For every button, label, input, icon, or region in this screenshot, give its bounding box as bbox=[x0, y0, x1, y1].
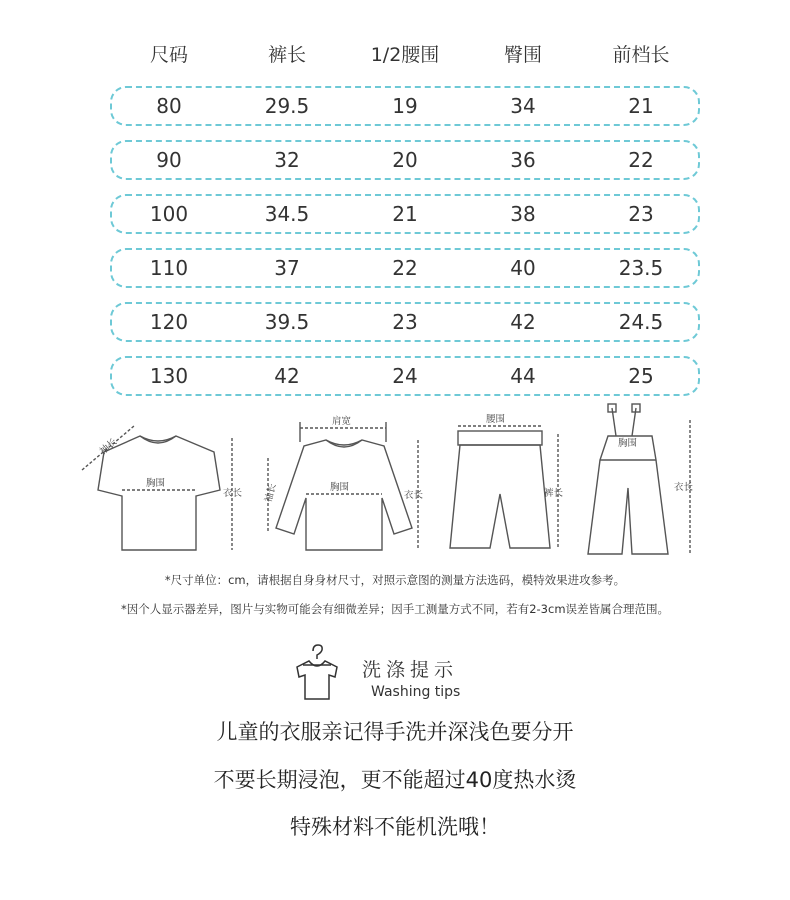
table-row bbox=[110, 302, 700, 342]
cell-size: 80 bbox=[156, 94, 182, 118]
header-front-rise: 前档长 bbox=[612, 44, 670, 66]
cell-size: 90 bbox=[156, 148, 182, 172]
cell-half-waist: 21 bbox=[392, 202, 418, 226]
longsleeve-shoulder-label: 肩宽 bbox=[332, 416, 352, 427]
cell-size: 130 bbox=[149, 364, 189, 388]
cell-hip: 36 bbox=[510, 148, 536, 172]
cell-pants-length: 37 bbox=[274, 256, 300, 280]
cell-pants-length: 32 bbox=[274, 148, 300, 172]
longsleeve-length-label: 衣长 bbox=[404, 490, 424, 501]
header-size: 尺码 bbox=[149, 44, 188, 66]
header-half-waist: 1/2腰围 bbox=[370, 44, 440, 66]
shorts-diagram bbox=[450, 426, 558, 548]
cell-hip: 38 bbox=[510, 202, 536, 226]
cell-size: 100 bbox=[149, 202, 189, 226]
cell-front-rise: 21 bbox=[628, 94, 654, 118]
table-row bbox=[110, 248, 700, 288]
longsleeve-sleeve-label: 袖长 bbox=[263, 482, 279, 504]
table-row bbox=[110, 194, 700, 234]
header-pants-length: 裤长 bbox=[267, 44, 306, 66]
cell-pants-length: 39.5 bbox=[264, 310, 310, 334]
care-line-2: 不要长期浸泡，更不能超过40度热水烫 bbox=[213, 768, 577, 792]
cell-pants-length: 34.5 bbox=[264, 202, 310, 226]
cell-size: 120 bbox=[149, 310, 189, 334]
cell-half-waist: 22 bbox=[392, 256, 418, 280]
tshirt-length-label: 衣长 bbox=[223, 488, 243, 499]
cell-pants-length: 29.5 bbox=[264, 94, 310, 118]
cell-size: 110 bbox=[149, 256, 189, 280]
washing-subtitle: Washing tips bbox=[371, 684, 461, 700]
tshirt-sleeve-label: 袖长 bbox=[97, 436, 120, 458]
cell-hip: 40 bbox=[510, 256, 536, 280]
size-table-header bbox=[110, 38, 700, 72]
measurement-diagrams bbox=[0, 398, 790, 568]
cell-half-waist: 23 bbox=[392, 310, 418, 334]
longsleeve-chest-label: 胸围 bbox=[330, 482, 350, 493]
cell-half-waist: 24 bbox=[392, 364, 418, 388]
cell-hip: 44 bbox=[510, 364, 536, 388]
tshirt-chest-label: 胸围 bbox=[146, 478, 166, 489]
cell-pants-length: 42 bbox=[274, 364, 300, 388]
cell-front-rise: 24.5 bbox=[618, 310, 664, 334]
overalls-length-label: 衣长 bbox=[674, 482, 694, 493]
cell-front-rise: 23.5 bbox=[618, 256, 664, 280]
cell-hip: 42 bbox=[510, 310, 536, 334]
cell-front-rise: 22 bbox=[628, 148, 654, 172]
table-row bbox=[110, 140, 700, 180]
cell-half-waist: 20 bbox=[392, 148, 418, 172]
header-hip: 臀围 bbox=[503, 44, 542, 66]
cell-front-rise: 23 bbox=[628, 202, 654, 226]
table-row bbox=[110, 356, 700, 396]
overalls-chest-label: 胸围 bbox=[618, 438, 638, 449]
cell-half-waist: 19 bbox=[392, 94, 418, 118]
care-line-3: 特殊材料不能机洗哦！ bbox=[290, 815, 500, 839]
overalls-diagram bbox=[588, 404, 690, 554]
display-note: *因个人显示器差异，图片与实物可能会有细微差异；因手工测量方式不同，若有2-3cm误差皆属合理范围。 bbox=[120, 602, 670, 616]
cell-hip: 34 bbox=[510, 94, 536, 118]
hanger-shirt-icon bbox=[289, 641, 353, 705]
shorts-waist-label: 腰围 bbox=[486, 414, 506, 425]
size-note: *尺寸单位：cm，请根据自身身材尺寸，对照示意图的测量方法选码，模特效果进攻参考。 bbox=[164, 573, 626, 587]
cell-front-rise: 25 bbox=[628, 364, 654, 388]
washing-title: 洗涤提示 bbox=[362, 659, 459, 681]
care-line-1: 儿童的衣服亲记得手洗并深浅色要分开 bbox=[216, 720, 574, 744]
shorts-length-label: 裤长 bbox=[544, 488, 564, 499]
table-row bbox=[110, 86, 700, 126]
